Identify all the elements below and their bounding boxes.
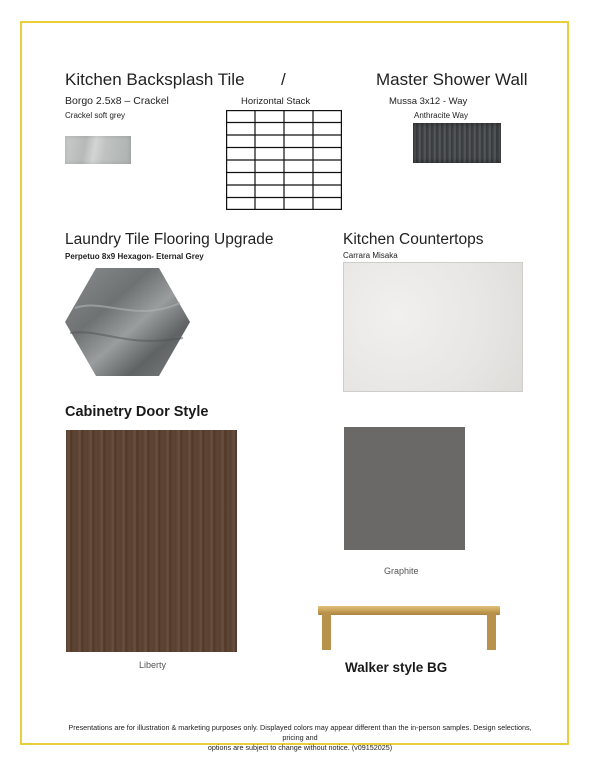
countertop-swatch [343, 262, 523, 392]
backsplash-color: Crackel soft grey [65, 111, 126, 120]
laundry-product: Perpetuo 8x9 Hexagon- Eternal Grey [65, 252, 204, 261]
hexagon-tile-swatch [65, 268, 190, 376]
countertops-product: Carrara Misaka [343, 251, 398, 260]
shower-product: Mussa 3x12 - Way [389, 96, 468, 107]
hardware-caption: Walker style BG [345, 660, 448, 675]
disclaimer [60, 723, 540, 753]
backsplash-product: Borgo 2.5x8 – Crackel [65, 95, 169, 107]
stack-pattern-label: Horizontal Stack [241, 96, 311, 107]
graphite-swatch [344, 427, 465, 550]
shower-swatch [413, 123, 501, 163]
disclaimer-line-2: options are subject to change without notice. (v09152025) [207, 743, 393, 752]
backsplash-title: Kitchen Backsplash Tile [65, 70, 245, 89]
cabinet-pull-image [318, 606, 500, 650]
liberty-door-swatch [66, 430, 237, 652]
horizontal-stack-diagram [226, 110, 342, 210]
graphite-caption: Graphite [384, 566, 419, 576]
shower-title: Master Shower Wall [376, 70, 528, 89]
shower-color: Anthracite Way [414, 111, 468, 120]
backsplash-swatch [65, 136, 131, 164]
liberty-caption: Liberty [139, 660, 167, 670]
laundry-title: Laundry Tile Flooring Upgrade [65, 231, 274, 248]
title-separator: / [281, 70, 286, 89]
cabinetry-title: Cabinetry Door Style [65, 404, 209, 420]
countertops-title: Kitchen Countertops [343, 231, 484, 248]
disclaimer-line-1: Presentations are for illustration & marketing purposes only. Displayed colors may appear different than the in-person samples. Design selections, pricing and [68, 723, 532, 742]
